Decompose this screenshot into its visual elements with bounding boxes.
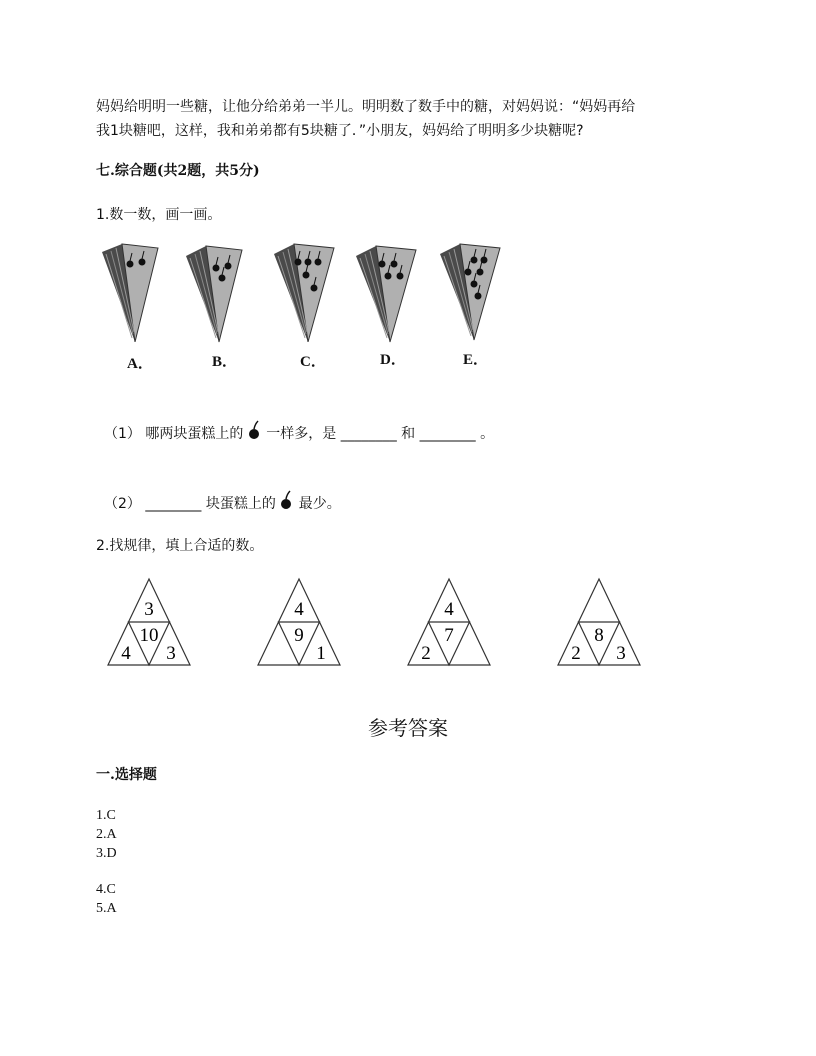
triangle-puzzle-1 bbox=[106, 577, 192, 667]
answers-title: 参考答案 bbox=[368, 716, 448, 740]
answer-blank-1[interactable]: ________ bbox=[340, 426, 397, 442]
answer-item: 1.C bbox=[96, 808, 116, 823]
triangle-puzzle-2 bbox=[256, 577, 342, 667]
triangle-3-center: 7 bbox=[444, 625, 454, 646]
triangle-2-right: 1 bbox=[316, 643, 326, 664]
cake-label-e: E． bbox=[463, 352, 489, 368]
answer-item: 4.C bbox=[96, 882, 116, 897]
problem-text bbox=[96, 95, 726, 143]
triangle-puzzle-4 bbox=[556, 577, 642, 667]
sub2-suffix: 最少。 bbox=[298, 496, 341, 512]
cake-label-c: C． bbox=[300, 354, 326, 370]
sub-question-2 bbox=[104, 490, 341, 513]
sub-question-1 bbox=[104, 420, 494, 443]
answers-group-1 bbox=[96, 806, 117, 863]
answer-blank-2[interactable]: ________ bbox=[419, 426, 476, 442]
problem-line-1: 妈妈给明明一些糖，让他分给弟弟一半儿。明明数了数手中的糖，对妈妈说：“妈妈再给 bbox=[96, 99, 636, 115]
question-1-prompt: 1.数一数，画一画。 bbox=[96, 207, 222, 223]
cherry-icon bbox=[248, 420, 262, 440]
sub1-and: 和 bbox=[401, 426, 416, 442]
triangle-3-left: 2 bbox=[421, 643, 431, 664]
triangle-3-top: 4 bbox=[444, 599, 454, 620]
cake-c bbox=[272, 242, 336, 342]
cake-label-b: B． bbox=[212, 354, 238, 370]
problem-line-2: 我1块糖吧，这样，我和弟弟都有5块糖了．”小朋友，妈妈给了明明多少块糖呢? bbox=[96, 123, 584, 139]
answer-blank-3[interactable]: ________ bbox=[145, 496, 202, 512]
sub1-suffix: 一样多，是 bbox=[266, 426, 337, 442]
answer-item: 2.A bbox=[96, 827, 117, 842]
sub2-middle: 块蛋糕上的 bbox=[205, 496, 276, 512]
triangle-puzzle-3 bbox=[406, 577, 492, 667]
triangle-4-center: 8 bbox=[594, 625, 604, 646]
cake-e bbox=[438, 242, 502, 342]
answers-group-2 bbox=[96, 880, 117, 918]
cake-d bbox=[354, 244, 418, 344]
triangle-1-center: 10 bbox=[139, 625, 159, 646]
sub2-prefix: （2） bbox=[104, 496, 141, 512]
triangle-1-left: 4 bbox=[121, 643, 131, 664]
answer-item: 3.D bbox=[96, 846, 117, 861]
answers-section-1-title: 一.选择题 bbox=[96, 767, 157, 783]
question-2-prompt: 2.找规律，填上合适的数。 bbox=[96, 538, 264, 554]
triangle-1-right: 3 bbox=[166, 643, 176, 664]
triangle-4-left: 2 bbox=[571, 643, 581, 664]
cake-b bbox=[184, 244, 244, 344]
triangle-1-top: 3 bbox=[144, 599, 154, 620]
cake-a bbox=[100, 242, 160, 342]
cakes-row bbox=[96, 238, 516, 373]
cake-label-d: D． bbox=[380, 352, 406, 368]
triangle-2-top: 4 bbox=[294, 599, 304, 620]
triangle-4-right: 3 bbox=[616, 643, 626, 664]
answer-item: 5.A bbox=[96, 901, 117, 916]
cake-label-a: A． bbox=[127, 356, 153, 372]
triangle-2-center: 9 bbox=[294, 625, 304, 646]
section-7-title: 七.综合题(共2题，共5分) bbox=[96, 163, 260, 179]
sub1-prefix: （1） 哪两块蛋糕上的 bbox=[104, 426, 244, 442]
cherry-icon bbox=[280, 490, 294, 510]
triangle-puzzles bbox=[100, 575, 660, 675]
sub1-end: 。 bbox=[480, 426, 495, 442]
